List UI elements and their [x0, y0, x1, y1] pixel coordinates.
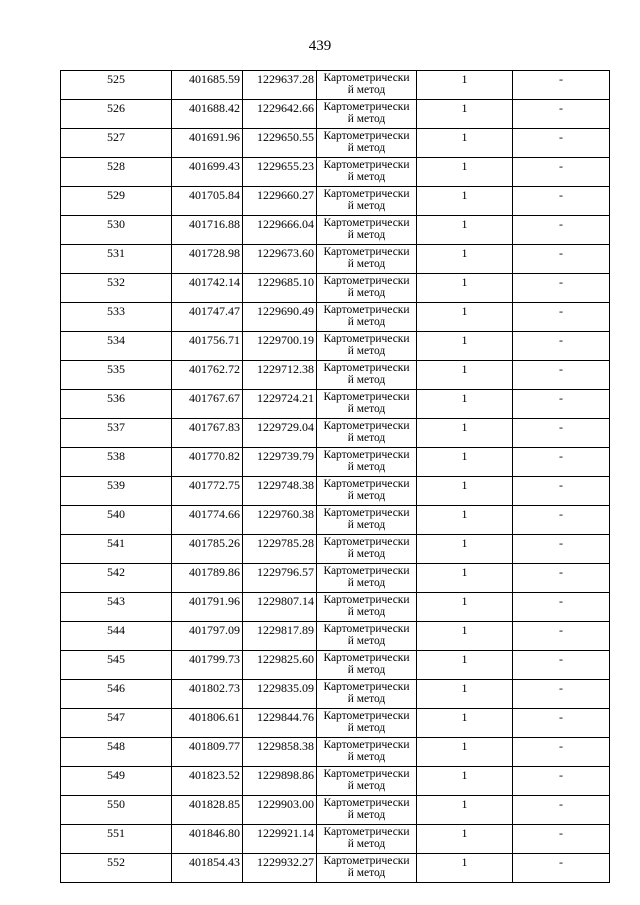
- quantity-cell: 1: [417, 651, 513, 680]
- table-row: [61, 245, 610, 274]
- note-cell: -: [513, 680, 610, 709]
- method-cell: [317, 390, 417, 419]
- note-cell: -: [513, 390, 610, 419]
- point-number-cell: 538: [61, 448, 172, 477]
- method-line-1: Картометрически: [323, 188, 410, 200]
- table-row: [61, 390, 610, 419]
- note-cell: -: [513, 361, 610, 390]
- note-cell: -: [513, 738, 610, 767]
- method-cell: [317, 158, 417, 187]
- method-cell: [317, 216, 417, 245]
- quantity-cell: 1: [417, 158, 513, 187]
- table-row: [61, 332, 610, 361]
- method-line-1: Картометрически: [323, 681, 410, 693]
- method-line-2: й метод: [347, 867, 386, 879]
- point-number-cell: 532: [61, 274, 172, 303]
- y-coordinate-cell: 1229807.14: [243, 593, 317, 622]
- x-coordinate-cell: 401688.42: [172, 100, 243, 129]
- method-cell: [317, 419, 417, 448]
- x-coordinate-cell: 401770.82: [172, 448, 243, 477]
- table-row: [61, 477, 610, 506]
- table-row: [61, 158, 610, 187]
- note-cell: -: [513, 158, 610, 187]
- method-cell: [317, 796, 417, 825]
- table-row: [61, 448, 610, 477]
- y-coordinate-cell: 1229690.49: [243, 303, 317, 332]
- method-line-1: Картометрически: [323, 739, 410, 751]
- table-row: [61, 100, 610, 129]
- point-number-cell: 534: [61, 332, 172, 361]
- method-line-2: й метод: [347, 751, 386, 763]
- note-cell: -: [513, 709, 610, 738]
- point-number-cell: 528: [61, 158, 172, 187]
- point-number-cell: 548: [61, 738, 172, 767]
- point-number-cell: 540: [61, 506, 172, 535]
- method-cell: [317, 100, 417, 129]
- table-row: [61, 854, 610, 883]
- note-cell: -: [513, 448, 610, 477]
- table-row: [61, 274, 610, 303]
- point-number-cell: 541: [61, 535, 172, 564]
- method-cell: [317, 448, 417, 477]
- method-line-2: й метод: [347, 287, 386, 299]
- method-line-2: й метод: [347, 519, 386, 531]
- method-line-1: Картометрически: [323, 565, 410, 577]
- x-coordinate-cell: 401772.75: [172, 477, 243, 506]
- quantity-cell: 1: [417, 564, 513, 593]
- y-coordinate-cell: 1229637.28: [243, 71, 317, 100]
- method-line-1: Картометрически: [323, 594, 410, 606]
- method-line-2: й метод: [347, 490, 386, 502]
- y-coordinate-cell: 1229660.27: [243, 187, 317, 216]
- y-coordinate-cell: 1229844.76: [243, 709, 317, 738]
- note-cell: -: [513, 477, 610, 506]
- method-line-1: Картометрически: [323, 797, 410, 809]
- method-line-2: й метод: [347, 780, 386, 792]
- x-coordinate-cell: 401823.52: [172, 767, 243, 796]
- method-line-1: Картометрически: [323, 507, 410, 519]
- table-row: [61, 651, 610, 680]
- table-row: [61, 680, 610, 709]
- x-coordinate-cell: 401791.96: [172, 593, 243, 622]
- x-coordinate-cell: 401742.14: [172, 274, 243, 303]
- method-cell: [317, 854, 417, 883]
- coordinates-table-body: [61, 71, 610, 883]
- method-line-2: й метод: [347, 229, 386, 241]
- y-coordinate-cell: 1229903.00: [243, 796, 317, 825]
- method-line-1: Картометрически: [323, 101, 410, 113]
- method-line-1: Картометрически: [323, 391, 410, 403]
- quantity-cell: 1: [417, 448, 513, 477]
- y-coordinate-cell: 1229748.38: [243, 477, 317, 506]
- method-line-2: й метод: [347, 258, 386, 270]
- x-coordinate-cell: 401691.96: [172, 129, 243, 158]
- x-coordinate-cell: 401774.66: [172, 506, 243, 535]
- quantity-cell: 1: [417, 71, 513, 100]
- x-coordinate-cell: 401785.26: [172, 535, 243, 564]
- quantity-cell: 1: [417, 274, 513, 303]
- method-line-1: Картометрически: [323, 362, 410, 374]
- method-line-1: Картометрически: [323, 826, 410, 838]
- x-coordinate-cell: 401756.71: [172, 332, 243, 361]
- method-line-1: Картометрически: [323, 768, 410, 780]
- note-cell: -: [513, 129, 610, 158]
- note-cell: -: [513, 564, 610, 593]
- x-coordinate-cell: 401789.86: [172, 564, 243, 593]
- table-row: [61, 825, 610, 854]
- y-coordinate-cell: 1229724.21: [243, 390, 317, 419]
- table-row: [61, 564, 610, 593]
- table-row: [61, 216, 610, 245]
- point-number-cell: 531: [61, 245, 172, 274]
- point-number-cell: 529: [61, 187, 172, 216]
- quantity-cell: 1: [417, 245, 513, 274]
- table-row: [61, 535, 610, 564]
- method-line-1: Картометрически: [323, 159, 410, 171]
- x-coordinate-cell: 401767.83: [172, 419, 243, 448]
- method-cell: [317, 622, 417, 651]
- note-cell: -: [513, 187, 610, 216]
- y-coordinate-cell: 1229825.60: [243, 651, 317, 680]
- y-coordinate-cell: 1229898.86: [243, 767, 317, 796]
- y-coordinate-cell: 1229729.04: [243, 419, 317, 448]
- coordinates-table: [60, 70, 610, 883]
- y-coordinate-cell: 1229666.04: [243, 216, 317, 245]
- method-line-1: Картометрически: [323, 72, 410, 84]
- method-line-1: Картометрически: [323, 710, 410, 722]
- point-number-cell: 550: [61, 796, 172, 825]
- method-line-1: Картометрически: [323, 275, 410, 287]
- quantity-cell: 1: [417, 477, 513, 506]
- point-number-cell: 542: [61, 564, 172, 593]
- method-cell: [317, 361, 417, 390]
- table-row: [61, 361, 610, 390]
- x-coordinate-cell: 401685.59: [172, 71, 243, 100]
- note-cell: -: [513, 100, 610, 129]
- quantity-cell: 1: [417, 796, 513, 825]
- x-coordinate-cell: 401699.43: [172, 158, 243, 187]
- method-line-1: Картометрически: [323, 246, 410, 258]
- y-coordinate-cell: 1229785.28: [243, 535, 317, 564]
- page-number: 439: [308, 38, 332, 54]
- point-number-cell: 530: [61, 216, 172, 245]
- x-coordinate-cell: 401797.09: [172, 622, 243, 651]
- quantity-cell: 1: [417, 825, 513, 854]
- point-number-cell: 549: [61, 767, 172, 796]
- method-cell: [317, 709, 417, 738]
- point-number-cell: 546: [61, 680, 172, 709]
- method-line-2: й метод: [347, 548, 386, 560]
- table-row: [61, 796, 610, 825]
- x-coordinate-cell: 401828.85: [172, 796, 243, 825]
- x-coordinate-cell: 401767.67: [172, 390, 243, 419]
- table-row: [61, 506, 610, 535]
- method-line-2: й метод: [347, 809, 386, 821]
- method-line-1: Картометрически: [323, 536, 410, 548]
- method-line-1: Картометрически: [323, 449, 410, 461]
- y-coordinate-cell: 1229655.23: [243, 158, 317, 187]
- note-cell: -: [513, 506, 610, 535]
- method-line-2: й метод: [347, 461, 386, 473]
- y-coordinate-cell: 1229932.27: [243, 854, 317, 883]
- method-line-2: й метод: [347, 722, 386, 734]
- method-line-2: й метод: [347, 432, 386, 444]
- note-cell: -: [513, 419, 610, 448]
- point-number-cell: 536: [61, 390, 172, 419]
- table-row: [61, 593, 610, 622]
- method-cell: [317, 651, 417, 680]
- point-number-cell: 527: [61, 129, 172, 158]
- method-line-2: й метод: [347, 200, 386, 212]
- table-row: [61, 622, 610, 651]
- method-line-1: Картометрически: [323, 855, 410, 867]
- method-cell: [317, 187, 417, 216]
- y-coordinate-cell: 1229642.66: [243, 100, 317, 129]
- note-cell: -: [513, 245, 610, 274]
- x-coordinate-cell: 401846.80: [172, 825, 243, 854]
- y-coordinate-cell: 1229650.55: [243, 129, 317, 158]
- point-number-cell: 539: [61, 477, 172, 506]
- y-coordinate-cell: 1229712.38: [243, 361, 317, 390]
- point-number-cell: 552: [61, 854, 172, 883]
- quantity-cell: 1: [417, 506, 513, 535]
- point-number-cell: 526: [61, 100, 172, 129]
- point-number-cell: 525: [61, 71, 172, 100]
- note-cell: -: [513, 651, 610, 680]
- quantity-cell: 1: [417, 303, 513, 332]
- y-coordinate-cell: 1229858.38: [243, 738, 317, 767]
- x-coordinate-cell: 401854.43: [172, 854, 243, 883]
- method-line-2: й метод: [347, 838, 386, 850]
- quantity-cell: 1: [417, 390, 513, 419]
- method-cell: [317, 274, 417, 303]
- note-cell: -: [513, 796, 610, 825]
- method-cell: [317, 129, 417, 158]
- table-row: [61, 738, 610, 767]
- note-cell: -: [513, 593, 610, 622]
- method-line-1: Картометрически: [323, 623, 410, 635]
- method-cell: [317, 477, 417, 506]
- note-cell: -: [513, 71, 610, 100]
- y-coordinate-cell: 1229817.89: [243, 622, 317, 651]
- quantity-cell: 1: [417, 216, 513, 245]
- point-number-cell: 533: [61, 303, 172, 332]
- table-row: [61, 767, 610, 796]
- method-cell: [317, 245, 417, 274]
- x-coordinate-cell: 401802.73: [172, 680, 243, 709]
- method-line-1: Картометрически: [323, 333, 410, 345]
- method-line-2: й метод: [347, 403, 386, 415]
- quantity-cell: 1: [417, 680, 513, 709]
- quantity-cell: 1: [417, 187, 513, 216]
- point-number-cell: 535: [61, 361, 172, 390]
- point-number-cell: 551: [61, 825, 172, 854]
- x-coordinate-cell: 401809.77: [172, 738, 243, 767]
- method-line-2: й метод: [347, 171, 386, 183]
- table-row: [61, 419, 610, 448]
- quantity-cell: 1: [417, 622, 513, 651]
- quantity-cell: 1: [417, 100, 513, 129]
- method-cell: [317, 564, 417, 593]
- method-line-1: Картометрически: [323, 130, 410, 142]
- quantity-cell: 1: [417, 593, 513, 622]
- quantity-cell: 1: [417, 129, 513, 158]
- method-cell: [317, 303, 417, 332]
- x-coordinate-cell: 401728.98: [172, 245, 243, 274]
- method-cell: [317, 506, 417, 535]
- note-cell: -: [513, 622, 610, 651]
- method-line-1: Картометрически: [323, 478, 410, 490]
- point-number-cell: 543: [61, 593, 172, 622]
- table-row: [61, 187, 610, 216]
- method-line-2: й метод: [347, 635, 386, 647]
- note-cell: -: [513, 535, 610, 564]
- x-coordinate-cell: 401762.72: [172, 361, 243, 390]
- method-cell: [317, 593, 417, 622]
- quantity-cell: 1: [417, 332, 513, 361]
- quantity-cell: 1: [417, 767, 513, 796]
- point-number-cell: 537: [61, 419, 172, 448]
- x-coordinate-cell: 401716.88: [172, 216, 243, 245]
- quantity-cell: 1: [417, 738, 513, 767]
- y-coordinate-cell: 1229739.79: [243, 448, 317, 477]
- note-cell: -: [513, 303, 610, 332]
- method-line-2: й метод: [347, 142, 386, 154]
- note-cell: -: [513, 854, 610, 883]
- point-number-cell: 547: [61, 709, 172, 738]
- quantity-cell: 1: [417, 361, 513, 390]
- method-line-2: й метод: [347, 606, 386, 618]
- y-coordinate-cell: 1229685.10: [243, 274, 317, 303]
- method-line-2: й метод: [347, 345, 386, 357]
- x-coordinate-cell: 401799.73: [172, 651, 243, 680]
- method-line-1: Картометрически: [323, 304, 410, 316]
- quantity-cell: 1: [417, 535, 513, 564]
- table-row: [61, 303, 610, 332]
- method-line-2: й метод: [347, 664, 386, 676]
- table-row: [61, 709, 610, 738]
- method-line-2: й метод: [347, 577, 386, 589]
- quantity-cell: 1: [417, 709, 513, 738]
- y-coordinate-cell: 1229700.19: [243, 332, 317, 361]
- method-cell: [317, 680, 417, 709]
- method-line-2: й метод: [347, 113, 386, 125]
- y-coordinate-cell: 1229673.60: [243, 245, 317, 274]
- y-coordinate-cell: 1229835.09: [243, 680, 317, 709]
- method-cell: [317, 767, 417, 796]
- method-cell: [317, 738, 417, 767]
- quantity-cell: 1: [417, 419, 513, 448]
- method-line-1: Картометрически: [323, 217, 410, 229]
- method-cell: [317, 332, 417, 361]
- point-number-cell: 545: [61, 651, 172, 680]
- note-cell: -: [513, 767, 610, 796]
- note-cell: -: [513, 216, 610, 245]
- table-row: [61, 71, 610, 100]
- table-row: [61, 129, 610, 158]
- x-coordinate-cell: 401806.61: [172, 709, 243, 738]
- method-line-2: й метод: [347, 374, 386, 386]
- note-cell: -: [513, 332, 610, 361]
- method-line-1: Картометрически: [323, 652, 410, 664]
- x-coordinate-cell: 401747.47: [172, 303, 243, 332]
- method-cell: [317, 535, 417, 564]
- note-cell: -: [513, 274, 610, 303]
- method-line-1: Картометрически: [323, 420, 410, 432]
- method-cell: [317, 71, 417, 100]
- method-line-2: й метод: [347, 84, 386, 96]
- y-coordinate-cell: 1229760.38: [243, 506, 317, 535]
- y-coordinate-cell: 1229921.14: [243, 825, 317, 854]
- x-coordinate-cell: 401705.84: [172, 187, 243, 216]
- method-line-2: й метод: [347, 693, 386, 705]
- point-number-cell: 544: [61, 622, 172, 651]
- y-coordinate-cell: 1229796.57: [243, 564, 317, 593]
- note-cell: -: [513, 825, 610, 854]
- quantity-cell: 1: [417, 854, 513, 883]
- method-line-2: й метод: [347, 316, 386, 328]
- method-cell: [317, 825, 417, 854]
